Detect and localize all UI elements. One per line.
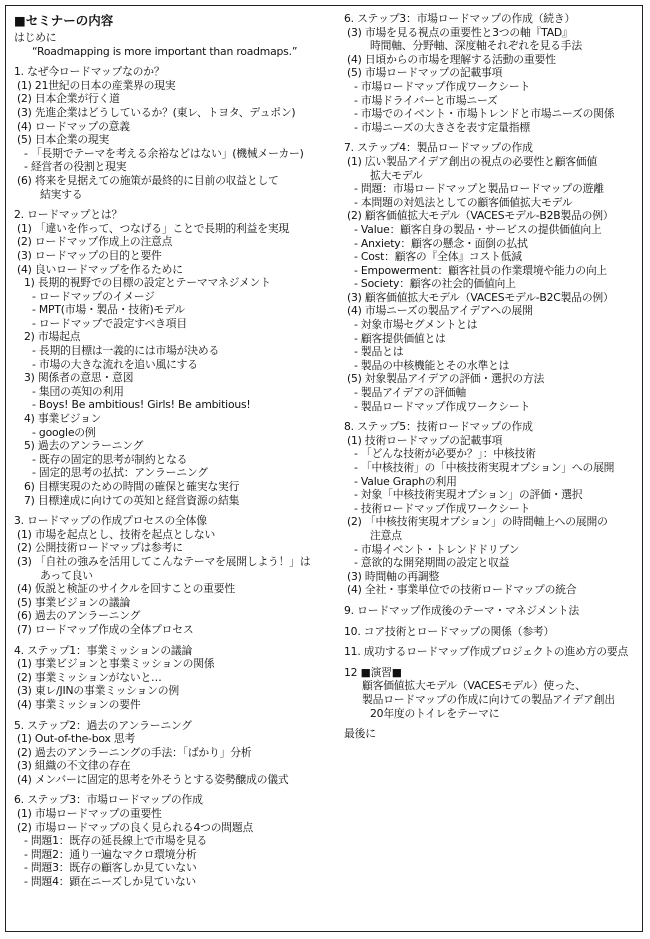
outline-item: (2) 「中核技術実現オプション」の時間軸上への展開の: [347, 515, 608, 529]
outline-item: (6) 過去のアンラーニング: [17, 609, 141, 623]
outline-item: (1) 技術ロードマップの記載事項: [347, 433, 503, 447]
section-heading: 8. ステップ5：技術ロードマップの作成: [344, 420, 533, 434]
outline-item: (4) 市場ニーズの製品アイデアへの展開: [347, 304, 533, 318]
outline-item: (4) ロードマップの意義: [17, 119, 130, 133]
outline-item: 5) 過去のアンラーニング: [24, 439, 144, 453]
section-heading: はじめに: [14, 31, 57, 44]
outline-item: 4) 事業ビジョン: [24, 412, 102, 426]
outline-item: (1) Out-of-the-box 思考: [17, 732, 136, 746]
outline-item: - 製品アイデアの評価軸: [354, 386, 466, 400]
outline-item: (2) 市場ロードマップの良く見られる4つの問題点: [17, 820, 254, 834]
outline-item: - ロードマップのイメージ: [32, 289, 155, 303]
outline-item: - Society：顧客の社会的価値向上: [354, 277, 516, 291]
outline-item: (3) ロードマップの目的と要件: [17, 248, 162, 262]
outline-item: 注意点: [370, 528, 402, 542]
outline-item: - 集団の英知の利用: [32, 384, 124, 398]
outline-item: (4) 事業ミッションの要件: [17, 697, 141, 711]
outline-item: (5) 対象製品アイデアの評価・選択の方法: [347, 372, 545, 386]
outline-item: (1) 市場ロードマップの重要性: [17, 807, 162, 821]
outline-item: (2) 日本企業が行く道: [17, 92, 120, 106]
outline-item: 1) 長期的視野での目標の設定とテーママネジメント: [24, 276, 271, 290]
outline-item: - 本問題の対処法としての顧客価値拡大モデル: [354, 195, 573, 209]
outline-item: - 既存の固定的思考が制約となる: [32, 452, 188, 466]
outline-item: (6) 将来を見据えての施策が最終的に目前の収益として: [17, 173, 279, 187]
outline-item: (4) 仮説と検証のサイクルを回すことの重要性: [17, 582, 235, 596]
left-column: [14, 12, 336, 889]
outline-item: (3) 先進企業はどうしているか？(東レ、トヨタ、デュポン): [17, 105, 296, 119]
outline-item: 拡大モデル: [370, 168, 423, 182]
outline-item: - 技術ロードマップ作成ワークシート: [354, 501, 531, 515]
outline-item: - MPT(市場・製品・技術)モデル: [32, 303, 185, 317]
spacer: [14, 637, 336, 644]
outline-item: (4) 日頃からの市場を理解する活動の重要性: [347, 52, 556, 66]
spacer: [344, 720, 644, 727]
outline-item: - 「中核技術」の「中核技術実現オプション」への展開: [354, 461, 615, 474]
outline-item: - 問題4：顕在ニーズしか見ていない: [24, 875, 197, 889]
outline-item: (3) 市場を見る視点の重要性と3つの軸『TAD』: [347, 25, 573, 39]
outline-item: (1) 「違いを作って、つなげる」ことで長期的利益を実現: [17, 221, 290, 235]
outline-item: - Empowerment：顧客社員の作業環境や能力の向上: [354, 263, 608, 277]
outline-item: (3) 時間軸の再調整: [347, 569, 440, 583]
section-heading: 最後に: [344, 727, 376, 741]
outline-item: - 固定的思考の払拭：アンラーニング: [32, 466, 208, 480]
outline-item: - Boys! Be ambitious! Girls! Be ambitious!: [32, 398, 251, 412]
outline-item: - 「長期でテーマを考える余裕などはない」(機械メーカー): [24, 146, 304, 160]
outline-item: - 問題1：既存の延長線上で市場を見る: [24, 834, 208, 848]
outline-item: (2) ロードマップ作成上の注意点: [17, 235, 173, 249]
outline-item: 結実する: [40, 187, 83, 201]
outline-item: 7) 目標達成に向けての英知と経営資源の結集: [24, 493, 240, 507]
spacer: [344, 597, 644, 604]
section-heading: 10. コア技術とロードマップの関係（参考）: [344, 624, 555, 638]
outline-item: (2) 過去のアンラーニングの手法：「ばかり」分析: [17, 745, 252, 759]
outline-item: - Value：顧客自身の製品・サービスの提供価値向上: [354, 222, 602, 236]
outline-item: (4) 良いロードマップを作るために: [17, 262, 183, 276]
outline-item: 20年度のトイレをテーマに: [370, 706, 500, 720]
section-heading: 3. ロードマップの作成プロセスの全体像: [14, 514, 207, 528]
section-heading: 2. ロードマップとは？: [14, 208, 123, 222]
right-column: [344, 12, 644, 741]
section-heading: 6. ステップ3：市場ロードマップの作成: [14, 793, 203, 807]
outline-item: 製品ロードマップの作成に向けての製品アイデア創出: [362, 692, 615, 706]
outline-item: 6) 目標実現のための時間の確保と確実な実行: [24, 480, 240, 493]
outline-item: - 顧客提供価値とは: [354, 331, 446, 345]
section-heading: 11. 成功するロードマップ作成プロジェクトの進め方の要点: [344, 645, 629, 659]
outline-item: - googleの例: [32, 425, 96, 439]
outline-item: - ロードマップで設定すべき項目: [32, 316, 187, 330]
outline-item: - 問題3：既存の顧客しか見ていない: [24, 861, 197, 875]
outline-item: (3) 「自社の強みを活用してこんなテーマを展開しよう！」は: [17, 554, 311, 568]
outline-item: (1) 市場を起点とし、技術を起点としない: [17, 527, 216, 541]
outline-item: - 市場ニーズの大きさを表す定量指標: [354, 120, 530, 134]
outline-item: 2) 市場起点: [24, 330, 81, 344]
spacer: [344, 618, 644, 625]
outline-item: (1) 広い製品アイデア創出の視点の必要性と顧客価値: [347, 154, 598, 168]
outline-item: - 対象「中核技術実現オプション」の評価・選択: [354, 488, 583, 502]
outline-item: (4) 全社・事業単位での技術ロードマップの統合: [347, 583, 577, 597]
outline-item: (7) ロードマップ作成の全体プロセス: [17, 622, 194, 636]
outline-item: (5) 市場ロードマップの記載事項: [347, 66, 503, 80]
outline-item: (2) 顧客価値拡大モデル（VACESモデル-B2B製品の例）: [347, 209, 614, 223]
outline-item: - 市場の大きな流れを追い風にする: [32, 357, 198, 371]
section-heading: 5. ステップ2：過去のアンラーニング: [14, 718, 192, 732]
outline-item: - 意欲的な開発期間の設定と収益: [354, 556, 510, 570]
outline-item: - Cost：顧客の『全体』コスト低減: [354, 250, 522, 264]
outline-item: - 市場ドライバーと市場ニーズ: [354, 93, 498, 107]
right-outline: [344, 12, 644, 741]
outline-item: (5) 事業ビジョンの議論: [17, 595, 131, 609]
outline-item: (5) 日本企業の現実: [17, 133, 110, 147]
outline-item: 3) 関係者の意思・意図: [24, 371, 134, 385]
spacer: [344, 659, 644, 666]
section-heading: 6. ステップ3：市場ロードマップの作成（続き）: [344, 12, 576, 25]
outline-item: - Anxiety：顧客の懸念・面倒の払拭: [354, 236, 528, 250]
outline-item: 顧客価値拡大モデル（VACESモデル）使った、: [362, 679, 586, 693]
outline-item: - Value Graphの利用: [354, 474, 457, 488]
outline-item: (4) メンバーに固定的思考を外そうとする姿勢醸成の儀式: [17, 772, 289, 786]
outline-item: - 市場ロードマップ作成ワークシート: [354, 79, 531, 93]
section-heading: 9. ロードマップ作成後のテーマ・マネジメント法: [344, 603, 579, 617]
outline-item: (3) 組織の不文律の存在: [17, 759, 131, 773]
outline-item: 時間軸、分野軸、深度軸それぞれを見る手法: [370, 39, 582, 53]
section-heading: 1. なぜ今ロードマップなのか？: [14, 65, 165, 79]
outline-item: - 問題：市場ロードマップと製品ロードマップの遊離: [354, 182, 604, 196]
spacer: [14, 201, 336, 208]
left-outline: [14, 31, 336, 889]
outline-item: (2) 事業ミッションがないと…: [17, 670, 162, 684]
outline-item: - 経営者の役割と現実: [24, 160, 127, 174]
spacer: [14, 712, 336, 719]
section-heading: 4. ステップ1：事業ミッションの議論: [14, 643, 193, 657]
outline-item: “Roadmapping is more important than roadmaps.”: [32, 44, 298, 58]
outline-item: (3) 顧客価値拡大モデル（VACESモデル-B2C製品の例）: [347, 290, 614, 304]
outline-item: - 市場でのイベント・市場トレンドと市場ニーズの関係: [354, 107, 615, 121]
outline-item: (2) 公開技術ロードマップは参考に: [17, 541, 183, 555]
outline-item: - 製品ロードマップ作成ワークシート: [354, 399, 531, 413]
outline-item: - 対象市場セグメントとは: [354, 318, 478, 332]
outline-item: あって良い: [40, 568, 93, 582]
outline-item: (1) 21世紀の日本の産業界の現実: [17, 78, 176, 92]
content-frame: [5, 5, 643, 932]
outline-item: - 製品の中核機能とその水準とは: [354, 358, 510, 372]
section-heading: 7. ステップ4：製品ロードマップの作成: [344, 141, 533, 155]
outline-item: - 長期的目標は一義的には市場が決める: [32, 344, 220, 358]
page-title: ■セミナーの内容: [14, 13, 114, 28]
outline-item: - 問題2：通り一遍なマクロ環境分析: [24, 847, 197, 861]
outline-item: - 市場イベント・トレンドドリブン: [354, 542, 520, 556]
section-heading: 12 ■演習■: [344, 665, 402, 679]
outline-item: - 製品とは: [354, 345, 404, 359]
outline-item: (3) 東レ/JINの事業ミッションの例: [17, 684, 179, 698]
outline-item: (1) 事業ビジョンと事業ミッションの関係: [17, 657, 215, 671]
outline-item: - 「どんな技術が必要か？」：中核技術: [354, 447, 536, 461]
